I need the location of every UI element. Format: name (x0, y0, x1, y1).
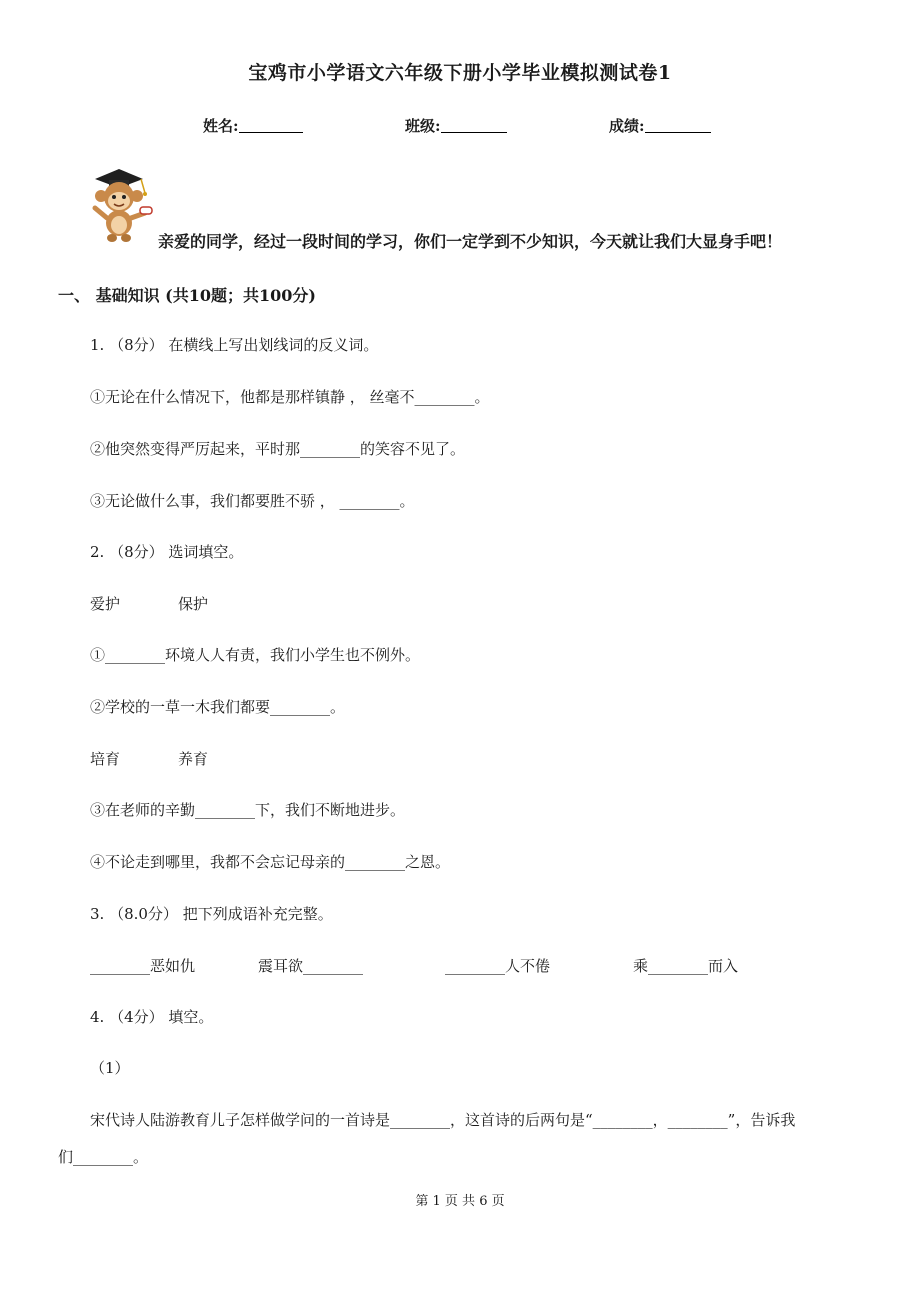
name-field (203, 115, 303, 136)
idiom-1: ________恶如仇 (90, 957, 196, 975)
word-option-baohu: 保护 (178, 595, 209, 613)
score-label: 成绩: (609, 117, 645, 135)
score-blank (645, 116, 711, 133)
question-1-line-3: ③无论做什么事，我们都要胜不骄 ， ________。 (90, 492, 415, 510)
word-option-yangyu: 养育 (178, 750, 209, 768)
page-title: 宝鸡市小学语文六年级下册小学毕业模拟测试卷1 (248, 62, 672, 84)
question-2-line-3: ③在老师的辛勤________下，我们不断地进步。 (90, 801, 406, 819)
question-1-header: 1. （8分） 在横线上写出划线词的反义词。 (90, 336, 379, 354)
page-footer: 第 1 页 共 6 页 (415, 1194, 505, 1209)
class-blank (441, 116, 507, 133)
score-field (609, 115, 711, 136)
idiom-3: ________人不倦 (445, 957, 551, 975)
question-1-line-2: ②他突然变得严厉起来，平时那________的笑容不见了。 (90, 440, 466, 458)
graduate-monkey-icon (85, 163, 155, 245)
question-4-line-1: 宋代诗人陆游教育儿子怎样做学问的一首诗是________，这首诗的后两句是“________，________”，告诉我 (90, 1111, 796, 1129)
question-4-subpart-1: （1） (90, 1059, 130, 1077)
class-field (405, 115, 507, 136)
name-label: 姓名: (203, 117, 239, 135)
question-4-line-2: 们________。 (58, 1148, 149, 1166)
idiom-2: 震耳欲________ (258, 957, 364, 975)
question-4-header: 4. （4分） 填空。 (90, 1008, 214, 1026)
class-label: 班级: (405, 117, 441, 135)
name-blank (239, 116, 303, 133)
idiom-4: 乘________而入 (633, 957, 739, 975)
question-1-line-1: ①无论在什么情况下，他都是那样镇静 ， 丝毫不________。 (90, 388, 490, 406)
question-3-header: 3. （8.0分） 把下列成语补充完整。 (90, 905, 333, 923)
question-2-line-4: ④不论走到哪里，我都不会忘记母亲的________之恩。 (90, 853, 451, 871)
section-heading: 一、 基础知识 (共10题；共100分) (58, 286, 316, 305)
word-option-aihu: 爱护 (90, 595, 121, 613)
greeting-text: 亲爱的同学，经过一段时间的学习，你们一定学到不少知识，今天就让我们大显身手吧！ (158, 232, 783, 251)
word-option-peiyu: 培育 (90, 750, 121, 768)
question-2-line-2: ②学校的一草一木我们都要________。 (90, 698, 346, 716)
question-2-header: 2. （8分） 选词填空。 (90, 543, 244, 561)
question-2-line-1: ①________环境人人有责，我们小学生也不例外。 (90, 646, 421, 664)
